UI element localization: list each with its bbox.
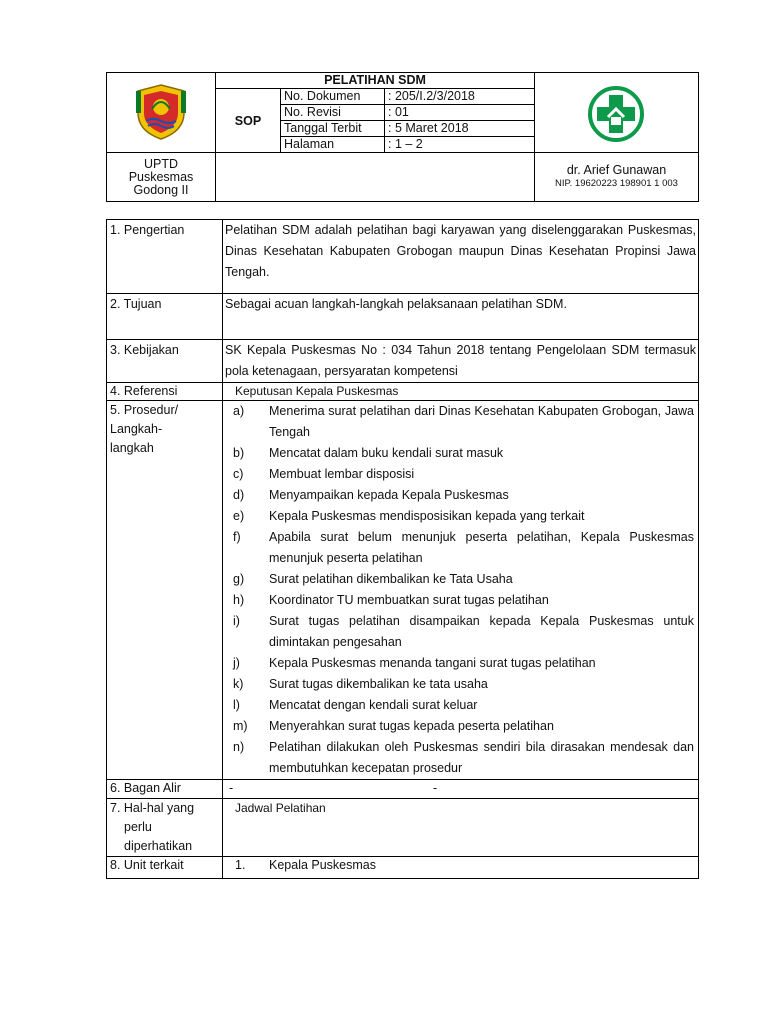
label-line: perlu [124, 820, 152, 834]
meta-value: : 205/I.2/3/2018 [385, 89, 535, 105]
section-label: 8. Unit terkait [107, 857, 223, 879]
step-text: Koordinator TU membuatkan surat tugas pelatihan [269, 593, 549, 607]
list-item [225, 506, 696, 527]
step-marker: b) [233, 446, 245, 460]
meta-value: : 1 – 2 [385, 137, 535, 153]
org-line: Puskesmas [128, 169, 194, 184]
step-marker: k) [233, 677, 244, 691]
label-line: langkah [110, 441, 154, 455]
signer-block [535, 153, 699, 202]
step-text: Pelatihan dilakukan oleh Puskesmas sendiri bila dirasakan mendesak dan membutuhkan kecepatan prosedur [269, 740, 694, 775]
grobogan-emblem-icon [132, 83, 190, 141]
list-item [225, 485, 696, 506]
list-item [225, 716, 696, 737]
section-label: 4. Referensi [107, 383, 223, 401]
step-marker: a) [233, 404, 245, 418]
label-line: 7. Hal-hal yang [110, 801, 195, 815]
step-text: Surat tugas dikembalikan ke tata usaha [269, 677, 488, 691]
referensi-text: Keputusan Kepala Puskesmas [223, 383, 699, 401]
step-marker: c) [233, 467, 244, 481]
step-marker: l) [233, 698, 240, 712]
row-unit-terkait [107, 857, 699, 879]
step-text: Kepala Puskesmas menanda tangani surat tugas pelatihan [269, 656, 596, 670]
flow-dash: - [433, 781, 438, 795]
step-text: Surat tugas pelatihan disampaikan kepada Kepala Puskesmas untuk dimintakan pengesahan [269, 614, 694, 649]
section-label: 6. Bagan Alir [107, 780, 223, 799]
unit-item [225, 857, 696, 874]
meta-value: : 5 Maret 2018 [385, 121, 535, 137]
step-marker: n) [233, 740, 245, 754]
section-label: 3. Kebijakan [107, 340, 223, 383]
step-text: Kepala Puskesmas mendisposisikan kepada yang terkait [269, 509, 585, 523]
bagan-alir-content [223, 780, 699, 799]
steps-list [225, 401, 696, 779]
section-label: 2. Tujuan [107, 294, 223, 340]
organization-name [107, 153, 216, 202]
signer-name: dr. Arief Gunawan [566, 163, 667, 177]
unit-terkait-content [223, 857, 699, 879]
list-item [225, 674, 696, 695]
step-text: Mencatat dengan kendali surat keluar [269, 698, 478, 712]
list-item [225, 737, 696, 779]
row-kebijakan [107, 340, 699, 383]
signer-nip: NIP. 19620223 198901 1 003 [555, 178, 678, 189]
step-marker: j) [233, 656, 240, 670]
org-line: UPTD [143, 156, 179, 171]
list-item [225, 443, 696, 464]
unit-text: Kepala Puskesmas [269, 858, 377, 872]
row-hal-hal [107, 799, 699, 857]
step-marker: g) [233, 572, 245, 586]
step-text: Mencatat dalam buku kendali surat masuk [269, 446, 504, 460]
label-line: Langkah- [110, 422, 163, 436]
step-text: Menyampaikan kepada Kepala Puskesmas [269, 488, 509, 502]
step-marker: i) [233, 614, 240, 628]
kebijakan-text: SK Kepala Puskesmas No : 034 Tahun 2018 tentang Pengelolaan SDM termasuk pola ketenagaan, persyaratan kompetensi [223, 340, 699, 383]
step-marker: m) [233, 719, 248, 733]
puskesmas-logo-cell [535, 73, 699, 153]
puskesmas-cross-icon [587, 85, 645, 143]
sop-content-table [106, 219, 699, 879]
step-marker: d) [233, 488, 245, 502]
step-marker: f) [233, 530, 241, 544]
row-bagan-alir [107, 780, 699, 799]
meta-key: Halaman [281, 137, 385, 153]
tujuan-text: Sebagai acuan langkah-langkah pelaksanaan pelatihan SDM. [223, 294, 699, 340]
step-text: Surat pelatihan dikembalikan ke Tata Usaha [269, 572, 513, 586]
prosedur-steps [223, 401, 699, 780]
row-tujuan [107, 294, 699, 340]
unit-marker: 1. [235, 858, 246, 872]
step-marker: h) [233, 593, 245, 607]
section-label [107, 401, 223, 780]
dash-row [225, 780, 696, 798]
regency-logo-cell [107, 73, 216, 153]
row-pengertian [107, 220, 699, 294]
sop-label: SOP [216, 89, 281, 153]
list-item [225, 401, 696, 443]
list-item [225, 569, 696, 590]
section-label [107, 799, 223, 857]
list-item [225, 695, 696, 716]
flow-dash: - [229, 781, 234, 795]
label-line: 5. Prosedur/ [110, 403, 179, 417]
step-text: Menyerahkan surat tugas kepada peserta pelatihan [269, 719, 554, 733]
meta-key: Tanggal Terbit [281, 121, 385, 137]
org-line: Godong II [133, 182, 189, 197]
meta-key: No. Dokumen [281, 89, 385, 105]
label-line: diperhatikan [124, 839, 193, 853]
row-referensi [107, 383, 699, 401]
document-title: PELATIHAN SDM [216, 73, 535, 89]
list-item [225, 527, 696, 569]
list-item [225, 653, 696, 674]
step-marker: e) [233, 509, 245, 523]
meta-key: No. Revisi [281, 105, 385, 121]
section-label: 1. Pengertian [107, 220, 223, 294]
step-text: Apabila surat belum menunjuk peserta pelatihan, Kepala Puskesmas menunjuk peserta pelatihan [269, 530, 694, 565]
meta-value: : 01 [385, 105, 535, 121]
row-prosedur [107, 401, 699, 780]
list-item [225, 611, 696, 653]
pengertian-text: Pelatihan SDM adalah pelatihan bagi karyawan yang diselenggarakan Puskesmas, Dinas Kesehatan Kabupaten Grobogan maupun Dinas Kesehatan Propinsi Jawa Tengah. [223, 220, 699, 294]
list-item [225, 590, 696, 611]
empty-cell [216, 153, 535, 202]
document-header [106, 72, 699, 202]
step-text: Menerima surat pelatihan dari Dinas Kesehatan Kabupaten Grobogan, Jawa Tengah [269, 404, 694, 439]
step-text: Membuat lembar disposisi [269, 467, 415, 481]
hal-hal-text: Jadwal Pelatihan [223, 799, 699, 857]
list-item [225, 464, 696, 485]
